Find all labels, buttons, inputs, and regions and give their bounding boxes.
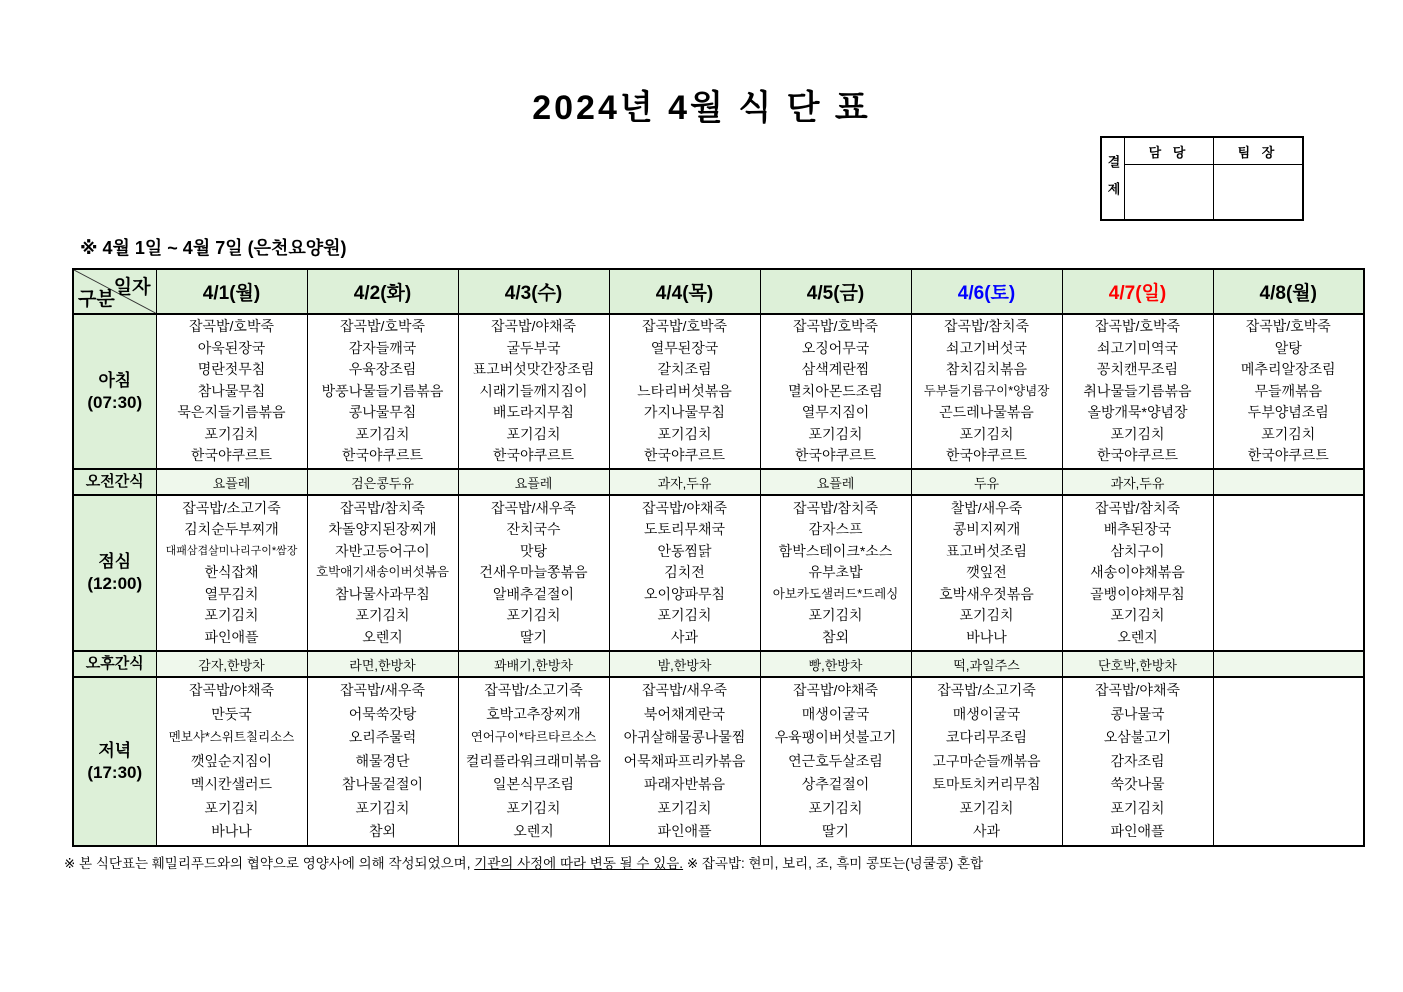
menu-item: 잡곡밥/참치죽 [943,318,1030,335]
menu-item: 잔치국수 [506,521,561,538]
menu-item: 감자들깨국 [348,339,417,356]
menu-item: 잡곡밥/호박죽 [188,318,275,335]
menu-cell-4-3-pm-snack: 꽈배기,한방차 [458,651,609,677]
menu-item: 잡곡밥/소고기죽 [182,499,281,516]
menu-item: 오징어무국 [801,339,870,356]
menu-item: 맛탕 [519,542,548,559]
menu-item: 참치김치볶음 [945,361,1028,378]
menu-item: 호박애기새송이버섯볶음 [316,565,449,580]
menu-item: 깻잎전 [966,564,1007,581]
menu-item: 잡곡밥/새우죽 [641,682,728,699]
footer-note [64,852,983,872]
menu-item: 포기김치 [355,607,410,624]
menu-cell-4-5-breakfast [760,314,911,469]
menu-item: 꽁치캔무조림 [1096,361,1179,378]
approval-col-damdang [1125,138,1213,219]
menu-item: 찰밥/새우죽 [950,499,1023,516]
menu-item: 잡곡밥/호박죽 [1094,318,1181,335]
menu-item: 잡곡밥/호박죽 [792,318,879,335]
day-header-4-8: 4/8(월) [1213,269,1364,314]
menu-item: 잡곡밥/야채죽 [641,499,728,516]
menu-item: 자반고등어구이 [335,542,430,559]
menu-item: 감자조림 [1110,752,1165,769]
menu-item: 일본식무조림 [492,776,575,793]
menu-cell-4-2-pm-snack: 라면,한방차 [307,651,458,677]
menu-item: 오삼불고기 [1103,729,1172,746]
menu-cell-4-2-lunch [307,495,458,651]
row-header-time: (12:00) [87,574,143,593]
menu-item: 멘보샤*스위트칠리소스 [168,730,295,745]
menu-item: 콩나물국 [1110,705,1165,722]
menu-item: 포기김치 [204,607,259,624]
corner-date-label: 일자 [113,277,151,298]
menu-item: 파래자반볶음 [643,776,726,793]
menu-cell-4-7-lunch [1062,495,1213,651]
menu-item: 포기김치 [657,425,712,442]
menu-item: 가지나물무침 [643,404,726,421]
menu-item: 콩비지찌개 [952,521,1021,538]
menu-item: 안동찜닭 [657,542,712,559]
menu-item: 오이양파무침 [643,585,726,602]
menu-item: 대패삼겹살미나리구이*쌈장 [165,544,298,557]
menu-cell-4-2-am-snack: 검은콩두유 [307,469,458,495]
menu-cell-4-8-dinner [1213,677,1364,846]
menu-cell-4-3-dinner [458,677,609,846]
row-header-pm-snack [73,651,156,677]
menu-item: 우육장조림 [348,361,417,378]
menu-item: 포기김치 [506,799,561,816]
menu-item: 포기김치 [959,799,1014,816]
menu-item: 명란젓무침 [197,361,266,378]
menu-cell-4-7-dinner [1062,677,1213,846]
menu-cell-4-7-pm-snack: 단호박,한방차 [1062,651,1213,677]
menu-item: 파인애플 [657,823,712,840]
menu-item: 매생이굴국 [952,705,1021,722]
menu-cell-4-6-am-snack: 두유 [911,469,1062,495]
menu-item: 한국야쿠르트 [492,447,575,464]
menu-item: 오리주물럭 [348,729,417,746]
table-row-pm-snack [73,651,1364,677]
menu-item: 한국야쿠르트 [945,447,1028,464]
row-header-label: 저녁 [98,740,132,760]
menu-item: 시래기들깨지짐이 [479,382,588,399]
menu-item: 잡곡밥/참치죽 [339,499,426,516]
corner-category-label: 구분 [78,289,115,310]
menu-item: 한국야쿠르트 [643,447,726,464]
menu-item: 포기김치 [808,425,863,442]
menu-item: 올방개묵*양념장 [1087,404,1188,421]
menu-item: 아귀살해물콩나물찜 [623,729,746,746]
menu-item: 포기김치 [506,607,561,624]
table-row-breakfast [73,314,1364,469]
menu-item: 연어구이*타르타르소스 [470,730,597,745]
menu-item: 김치전 [664,564,705,581]
menu-item: 사과 [670,628,699,645]
menu-item: 참나물사과무침 [335,585,430,602]
menu-cell-4-8-lunch [1213,495,1364,651]
row-header-label: 오후간식 [85,655,144,672]
menu-item: 포기김치 [506,425,561,442]
table-corner-cell [73,269,156,314]
approval-box [1100,136,1304,221]
menu-item: 한국야쿠르트 [794,447,877,464]
menu-cell-4-8-breakfast [1213,314,1364,469]
menu-item: 표고버섯맛간장조림 [472,361,595,378]
menu-item: 포기김치 [1110,799,1165,816]
row-header-time: (17:30) [87,762,143,782]
menu-item: 곤드레나물볶음 [939,404,1034,421]
menu-item: 참나물겉절이 [341,776,424,793]
menu-item: 열무된장국 [650,339,719,356]
menu-cell-4-1-am-snack: 요플레 [156,469,307,495]
day-header-4-1: 4/1(월) [156,269,307,314]
menu-item: 파인애플 [1110,823,1165,840]
menu-item: 파인애플 [204,628,259,645]
menu-item: 열무김치 [204,585,259,602]
row-header-am-snack [73,469,156,495]
week-range-subtitle: ※ 4월 1일 ~ 4월 7일 (은천요양원) [80,238,347,258]
menu-item: 딸기 [519,628,548,645]
approval-damdang-sign-cell [1125,165,1213,219]
row-header-time: (07:30) [87,392,143,412]
menu-item: 매생이굴국 [801,705,870,722]
menu-item: 메추리알장조림 [1240,361,1336,378]
menu-item: 딸기 [821,823,850,840]
menu-item: 잡곡밥/소고기죽 [937,682,1036,699]
menu-cell-4-6-pm-snack: 떡,과일주스 [911,651,1062,677]
row-header-label: 오전간식 [85,473,144,490]
menu-cell-4-4-dinner [609,677,760,846]
menu-item: 참나물무침 [197,382,266,399]
menu-item: 쑥갓나물 [1110,776,1165,793]
menu-item: 도토리무채국 [643,521,726,538]
menu-item: 잡곡밥/야채죽 [490,318,577,335]
menu-item: 깻잎순지짐이 [190,752,273,769]
menu-item: 표고버섯조림 [945,542,1028,559]
menu-item: 북어채계란국 [643,705,726,722]
row-header-lunch [73,495,156,651]
menu-item: 두부양념조림 [1247,404,1329,421]
menu-item: 한국야쿠르트 [1096,447,1179,464]
menu-item: 아보카도샐러드*드레싱 [772,586,899,601]
menu-item: 굴두부국 [506,339,561,356]
menu-cell-4-1-pm-snack: 감자,한방차 [156,651,307,677]
table-row-lunch [73,495,1364,651]
menu-item: 포기김치 [1261,425,1316,442]
menu-item: 어묵채파프리카볶음 [623,752,746,769]
page-title: 2024년 4월 식 단 표 [532,89,871,127]
menu-cell-4-3-am-snack: 요플레 [458,469,609,495]
menu-item: 포기김치 [657,607,712,624]
menu-item: 배추된장국 [1103,521,1172,538]
menu-cell-4-1-dinner [156,677,307,846]
menu-item: 잡곡밥/참치죽 [1094,499,1181,516]
menu-item: 취나물들기름볶음 [1083,382,1192,399]
menu-cell-4-4-am-snack: 과자,두유 [609,469,760,495]
menu-item: 쇠고기버섯국 [945,339,1028,356]
footer-note-underlined: 기관의 사정에 따라 변동 될 수 있음. [474,856,684,871]
menu-item: 멕시칸샐러드 [190,776,273,793]
menu-item: 오렌지 [513,823,554,840]
menu-item: 바나나 [966,628,1007,645]
menu-item: 한식잡채 [204,564,259,581]
approval-damdang-header: 담 당 [1125,138,1213,165]
menu-item: 아욱된장국 [197,339,266,356]
menu-item: 포기김치 [808,799,863,816]
menu-cell-4-4-pm-snack: 밤,한방차 [609,651,760,677]
menu-item: 사과 [972,823,1001,840]
approval-columns [1125,138,1302,219]
menu-item: 알탕 [1274,339,1302,356]
menu-item: 잡곡밥/야채죽 [188,682,275,699]
menu-item: 열무지짐이 [801,404,870,421]
day-header-4-2: 4/2(화) [307,269,458,314]
menu-item: 김치순두부찌개 [184,521,279,538]
menu-item: 쇠고기미역국 [1096,339,1179,356]
menu-cell-4-4-lunch [609,495,760,651]
menu-item: 참외 [821,628,850,645]
menu-cell-4-4-breakfast [609,314,760,469]
approval-col-timjang [1213,138,1302,219]
menu-cell-4-3-lunch [458,495,609,651]
approval-timjang-sign-cell [1214,165,1302,219]
menu-item: 참외 [368,823,397,840]
table-row-am-snack [73,469,1364,495]
menu-item: 상추겉절이 [801,776,870,793]
menu-item: 골뱅이야채무침 [1090,585,1185,602]
menu-cell-4-5-pm-snack: 빵,한방차 [760,651,911,677]
menu-item: 삼치구이 [1110,542,1165,559]
row-header-dinner [73,677,156,846]
day-header-4-7: 4/7(일) [1062,269,1213,314]
menu-item: 무들깨볶음 [1254,382,1323,399]
menu-item: 배도라지무침 [492,404,575,421]
menu-cell-4-5-dinner [760,677,911,846]
menu-item: 멸치아몬드조림 [788,382,883,399]
menu-item: 바나나 [211,823,252,840]
menu-item: 컬리플라워크래미볶음 [465,752,602,769]
menu-item: 느타리버섯볶음 [637,382,732,399]
menu-item: 포기김치 [959,607,1014,624]
menu-item: 포기김치 [355,799,410,816]
day-header-4-5: 4/5(금) [760,269,911,314]
row-header-label: 아침 [98,370,132,390]
menu-item: 새송이야채볶음 [1090,564,1185,581]
menu-item: 포기김치 [204,425,259,442]
menu-item: 삼색계란찜 [801,361,870,378]
approval-timjang-header: 팀 장 [1214,138,1302,165]
menu-item: 유부초밥 [808,564,863,581]
menu-item: 우육팽이버섯불고기 [774,729,897,746]
menu-item: 잡곡밥/호박죽 [641,318,728,335]
menu-cell-4-7-breakfast [1062,314,1213,469]
row-header-breakfast [73,314,156,469]
menu-item: 잡곡밥/야채죽 [1094,682,1181,699]
menu-item: 오렌지 [362,628,403,645]
day-header-4-3: 4/3(수) [458,269,609,314]
menu-cell-4-1-breakfast [156,314,307,469]
menu-cell-4-2-breakfast [307,314,458,469]
approval-stamp-label: 결제 [1102,138,1125,219]
menu-item: 포기김치 [1110,425,1165,442]
table-row-dinner [73,677,1364,846]
menu-item: 잡곡밥/야채죽 [792,682,879,699]
menu-cell-4-1-lunch [156,495,307,651]
menu-item: 포기김치 [1110,607,1165,624]
menu-item: 포기김치 [808,607,863,624]
menu-item: 만둣국 [211,705,252,722]
menu-cell-4-5-am-snack: 요플레 [760,469,911,495]
menu-item: 연근호두살조림 [788,752,883,769]
menu-item: 어묵쑥갓탕 [348,705,417,722]
menu-item: 포기김치 [204,799,259,816]
menu-item: 잡곡밥/새우죽 [490,499,577,516]
menu-item: 포기김치 [959,425,1014,442]
menu-item: 잡곡밥/소고기죽 [484,682,583,699]
day-header-4-6: 4/6(토) [911,269,1062,314]
menu-item: 건새우마늘쫑볶음 [479,564,588,581]
menu-item: 함박스테이크*소스 [778,542,893,559]
menu-item: 호박새우젓볶음 [939,585,1034,602]
footer-note-suffix: ※ 잡곡밥: 현미, 보리, 조, 흑미 콩또는(넝쿨콩) 혼합 [683,856,984,871]
menu-item: 잡곡밥/호박죽 [339,318,426,335]
menu-cell-4-5-lunch [760,495,911,651]
menu-item: 알배추겉절이 [492,585,575,602]
menu-cell-4-6-breakfast [911,314,1062,469]
menu-item: 잡곡밥/새우죽 [339,682,426,699]
day-header-4-4: 4/4(목) [609,269,760,314]
menu-item: 코다리무조림 [945,729,1028,746]
menu-item: 방풍나물들기름볶음 [321,382,444,399]
menu-item: 고구마순들깨볶음 [932,752,1041,769]
menu-item: 감자스프 [808,521,863,538]
menu-cell-4-2-dinner [307,677,458,846]
menu-item: 한국야쿠르트 [190,447,273,464]
menu-cell-4-7-am-snack: 과자,두유 [1062,469,1213,495]
menu-item: 해물경단 [355,752,410,769]
menu-item: 한국야쿠르트 [1247,447,1329,464]
menu-item: 잡곡밥/호박죽 [1245,318,1331,335]
menu-item: 잡곡밥/참치죽 [792,499,879,516]
table-header-row [73,269,1364,314]
menu-cell-4-3-breakfast [458,314,609,469]
menu-item: 포기김치 [355,425,410,442]
menu-cell-4-6-lunch [911,495,1062,651]
menu-cell-4-8-pm-snack [1213,651,1364,677]
row-header-label: 점심 [98,552,132,571]
menu-item: 차돌양지된장찌개 [328,521,437,538]
menu-item: 포기김치 [657,799,712,816]
footer-note-prefix: ※ 본 식단표는 훼밀리푸드와의 협약으로 영양사에 의해 작성되었으며, [64,856,475,871]
menu-item: 두부들기름구이*양념장 [923,383,1050,398]
menu-cell-4-6-dinner [911,677,1062,846]
menu-item: 오렌지 [1117,628,1158,645]
menu-item: 토마토치커리무침 [932,776,1041,793]
menu-item: 갈치조림 [657,361,712,378]
menu-item: 호박고추장찌개 [486,705,581,722]
menu-item: 콩나물무침 [348,404,417,421]
menu-table [72,268,1365,847]
menu-cell-4-8-am-snack [1213,469,1364,495]
menu-item: 묵은지들기름볶음 [177,404,286,421]
menu-item: 한국야쿠르트 [341,447,424,464]
